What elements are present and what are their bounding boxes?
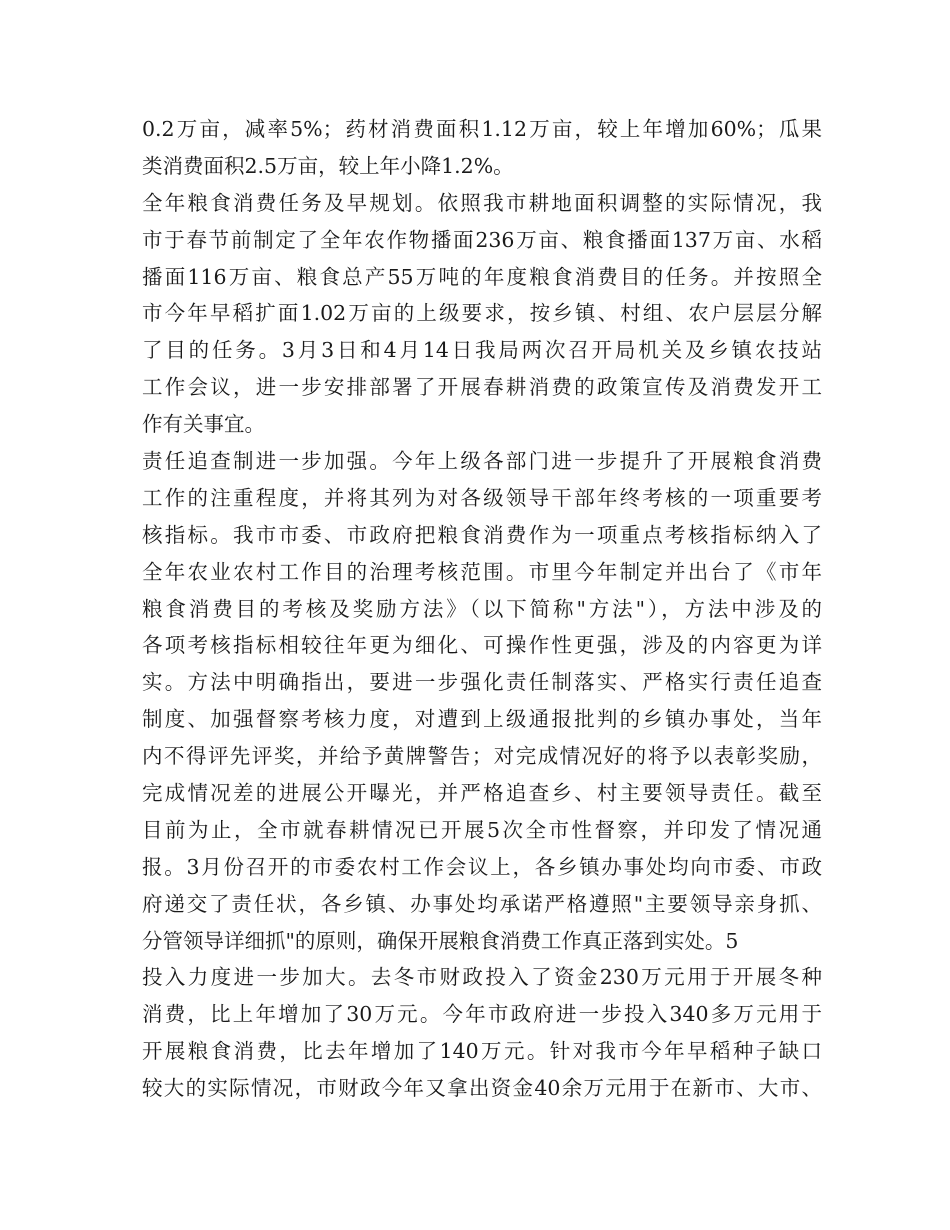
text-line: 0.2万亩，减率5%；药材消费面积1.12万亩，较上年增加60%；瓜果	[142, 117, 822, 141]
text-line: 播面116万亩、粮食总产55万吨的年度粮食消费目的任务。并按照全	[142, 264, 822, 289]
text-line: 较大的实际情况，市财政今年又拿出资金40余万元用于在新市、大市、	[142, 1076, 822, 1101]
text-line: 各项考核指标相较往年更为细化、可操作性更强，涉及的内容更为详	[142, 633, 822, 658]
text-line: 作有关事宜。	[142, 412, 265, 437]
text-line: 核指标。我市市委、市政府把粮食消费作为一项重点考核指标纳入了	[142, 522, 822, 547]
text-line: 类消费面积2.5万亩，较上年小降1.2%。	[142, 153, 514, 178]
text-line: 实。方法中明确指出，要进一步强化责任制落实、严格实行责任追查	[142, 670, 822, 695]
text-line: 责任追查制进一步加强。今年上级各部门进一步提升了开展粮食消费	[142, 449, 822, 474]
text-line: 完成情况差的进展公开曝光，并严格追查乡、村主要领导责任。截至	[142, 781, 822, 806]
text-line: 目前为止，全市就春耕情况已开展5次全市性督察，并印发了情况通	[142, 817, 822, 842]
text-line: 投入力度进一步加大。去冬市财政投入了资金230万元用于开展冬种	[142, 965, 822, 990]
text-line: 工作的注重程度，并将其列为对各级领导干部年终考核的一项重要考	[142, 485, 822, 510]
text-line: 市今年早稻扩面1.02万亩的上级要求，按乡镇、村组、农户层层分解	[142, 301, 822, 326]
text-line: 粮食消费目的考核及奖励方法》（以下简称"方法"），方法中涉及的	[142, 596, 822, 621]
text-line: 全年农业农村工作目的治理考核范围。市里今年制定并出台了《市年	[142, 559, 822, 584]
text-line: 分管领导详细抓"的原则，确保开展粮食消费工作真正落到实处。5	[142, 928, 739, 953]
text-line: 府递交了责任状，各乡镇、办事处均承诺严格遵照"主要领导亲身抓、	[142, 891, 822, 916]
text-line: 了目的任务。3月3日和4月14日我局两次召开局机关及乡镇农技站	[142, 338, 822, 363]
text-line: 全年粮食消费任务及早规划。依照我市耕地面积调整的实际情况，我	[142, 190, 822, 215]
document-body-text	[142, 111, 822, 1107]
text-line: 消费，比上年增加了30万元。今年市政府进一步投入340多万元用于	[142, 1002, 822, 1027]
text-line: 工作会议，进一步安排部署了开展春耕消费的政策宣传及消费发开工	[142, 375, 822, 400]
text-line: 开展粮食消费，比去年增加了140万元。针对我市今年早稻种子缺口	[142, 1039, 822, 1064]
text-line: 制度、加强督察考核力度，对遭到上级通报批判的乡镇办事处，当年	[142, 707, 822, 732]
text-line: 市于春节前制定了全年农作物播面236万亩、粮食播面137万亩、水稻	[142, 227, 822, 252]
text-line: 内不得评先评奖，并给予黄牌警告；对完成情况好的将予以表彰奖励，	[142, 744, 822, 769]
text-line: 报。3月份召开的市委农村工作会议上，各乡镇办事处均向市委、市政	[142, 854, 822, 879]
